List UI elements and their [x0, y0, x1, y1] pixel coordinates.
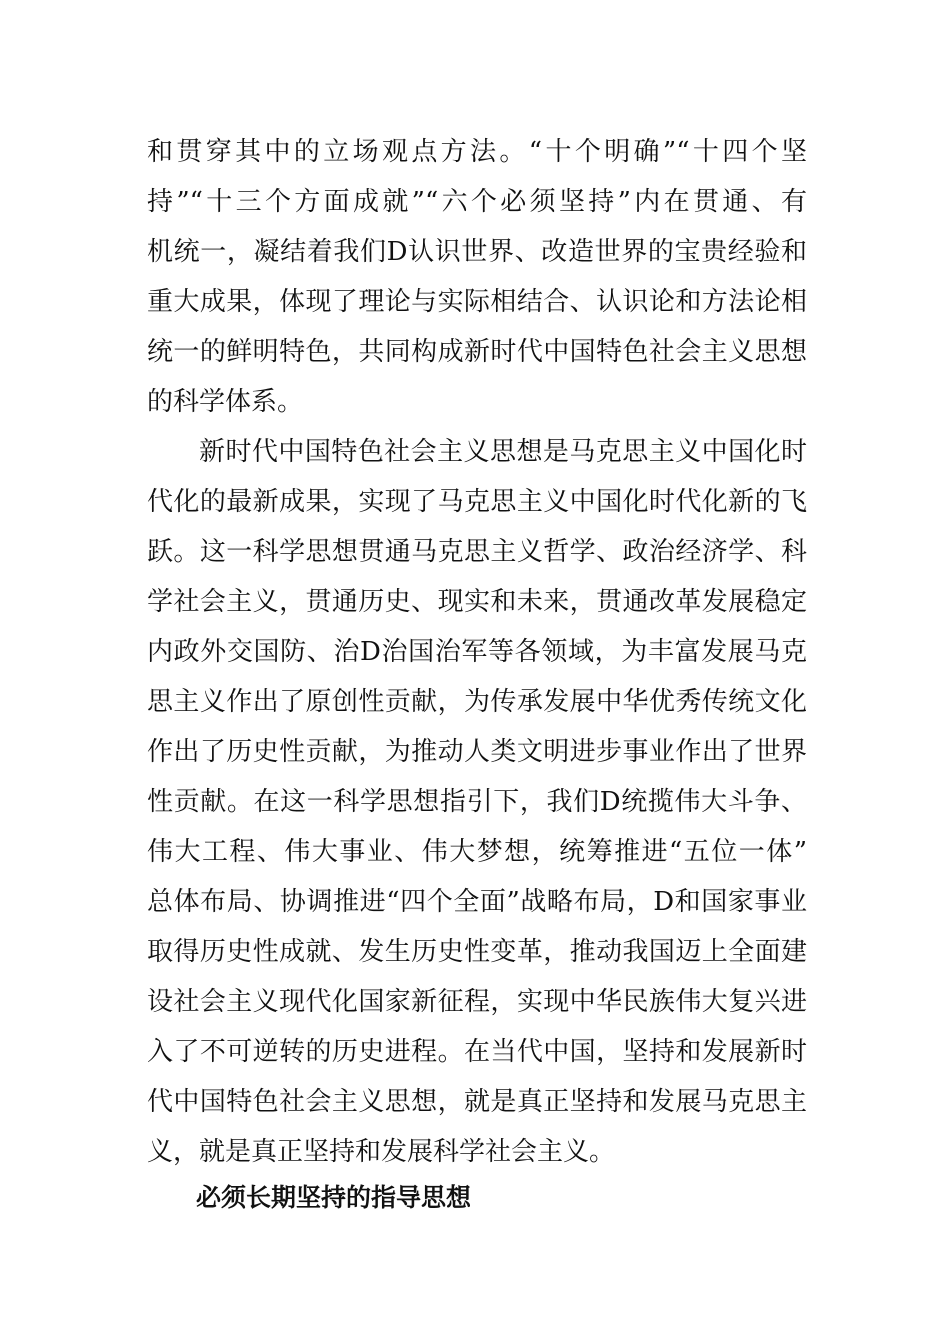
text-line: 伟大工程、伟大事业、伟大梦想，统筹推进“五位一体” [147, 837, 807, 867]
text-line: 入了不可逆转的历史进程。在当代中国，坚持和发展新时 [147, 1037, 807, 1067]
section-heading: 必须长期坚持的指导思想 [196, 1183, 472, 1212]
text-line: 取得历史性成就、发生历史性变革，推动我国迈上全面建 [147, 937, 807, 967]
text-line: 总体布局、协调推进“四个全面”战略布局，D和国家事业 [147, 887, 807, 917]
text-line: 和贯穿其中的立场观点方法。“十个明确”“十四个坚 [147, 137, 807, 167]
text-line: 学社会主义，贯通历史、现实和未来，贯通改革发展稳定 [147, 587, 807, 617]
text-line: 的科学体系。 [147, 387, 304, 417]
text-line: 跃。这一科学思想贯通马克思主义哲学、政治经济学、科 [147, 537, 807, 567]
paragraph-1 [147, 127, 807, 427]
paragraph-2 [147, 427, 807, 1177]
text-line: 设社会主义现代化国家新征程，实现中华民族伟大复兴进 [147, 987, 807, 1017]
text-line: 作出了历史性贡献，为推动人类文明进步事业作出了世界 [147, 737, 807, 767]
text-line: 义，就是真正坚持和发展科学社会主义。 [147, 1137, 616, 1167]
text-line: 代化的最新成果，实现了马克思主义中国化时代化新的飞 [147, 487, 807, 517]
text-line: 重大成果，体现了理论与实际相结合、认识论和方法论相 [147, 287, 807, 317]
text-line: 代中国特色社会主义思想，就是真正坚持和发展马克思主 [147, 1087, 807, 1117]
text-line: 持”“十三个方面成就”“六个必须坚持”内在贯通、有 [147, 187, 807, 217]
text-line: 统一的鲜明特色，共同构成新时代中国特色社会主义思想 [147, 337, 807, 367]
text-line: 性贡献。在这一科学思想指引下，我们D统揽伟大斗争、 [147, 787, 807, 817]
text-line: 思主义作出了原创性贡献，为传承发展中华优秀传统文化 [147, 687, 807, 717]
text-line: 新时代中国特色社会主义思想是马克思主义中国化时 [199, 437, 807, 467]
text-line: 内政外交国防、治D治国治军等各领域，为丰富发展马克 [147, 637, 807, 667]
text-line: 机统一，凝结着我们D认识世界、改造世界的宝贵经验和 [147, 237, 807, 267]
